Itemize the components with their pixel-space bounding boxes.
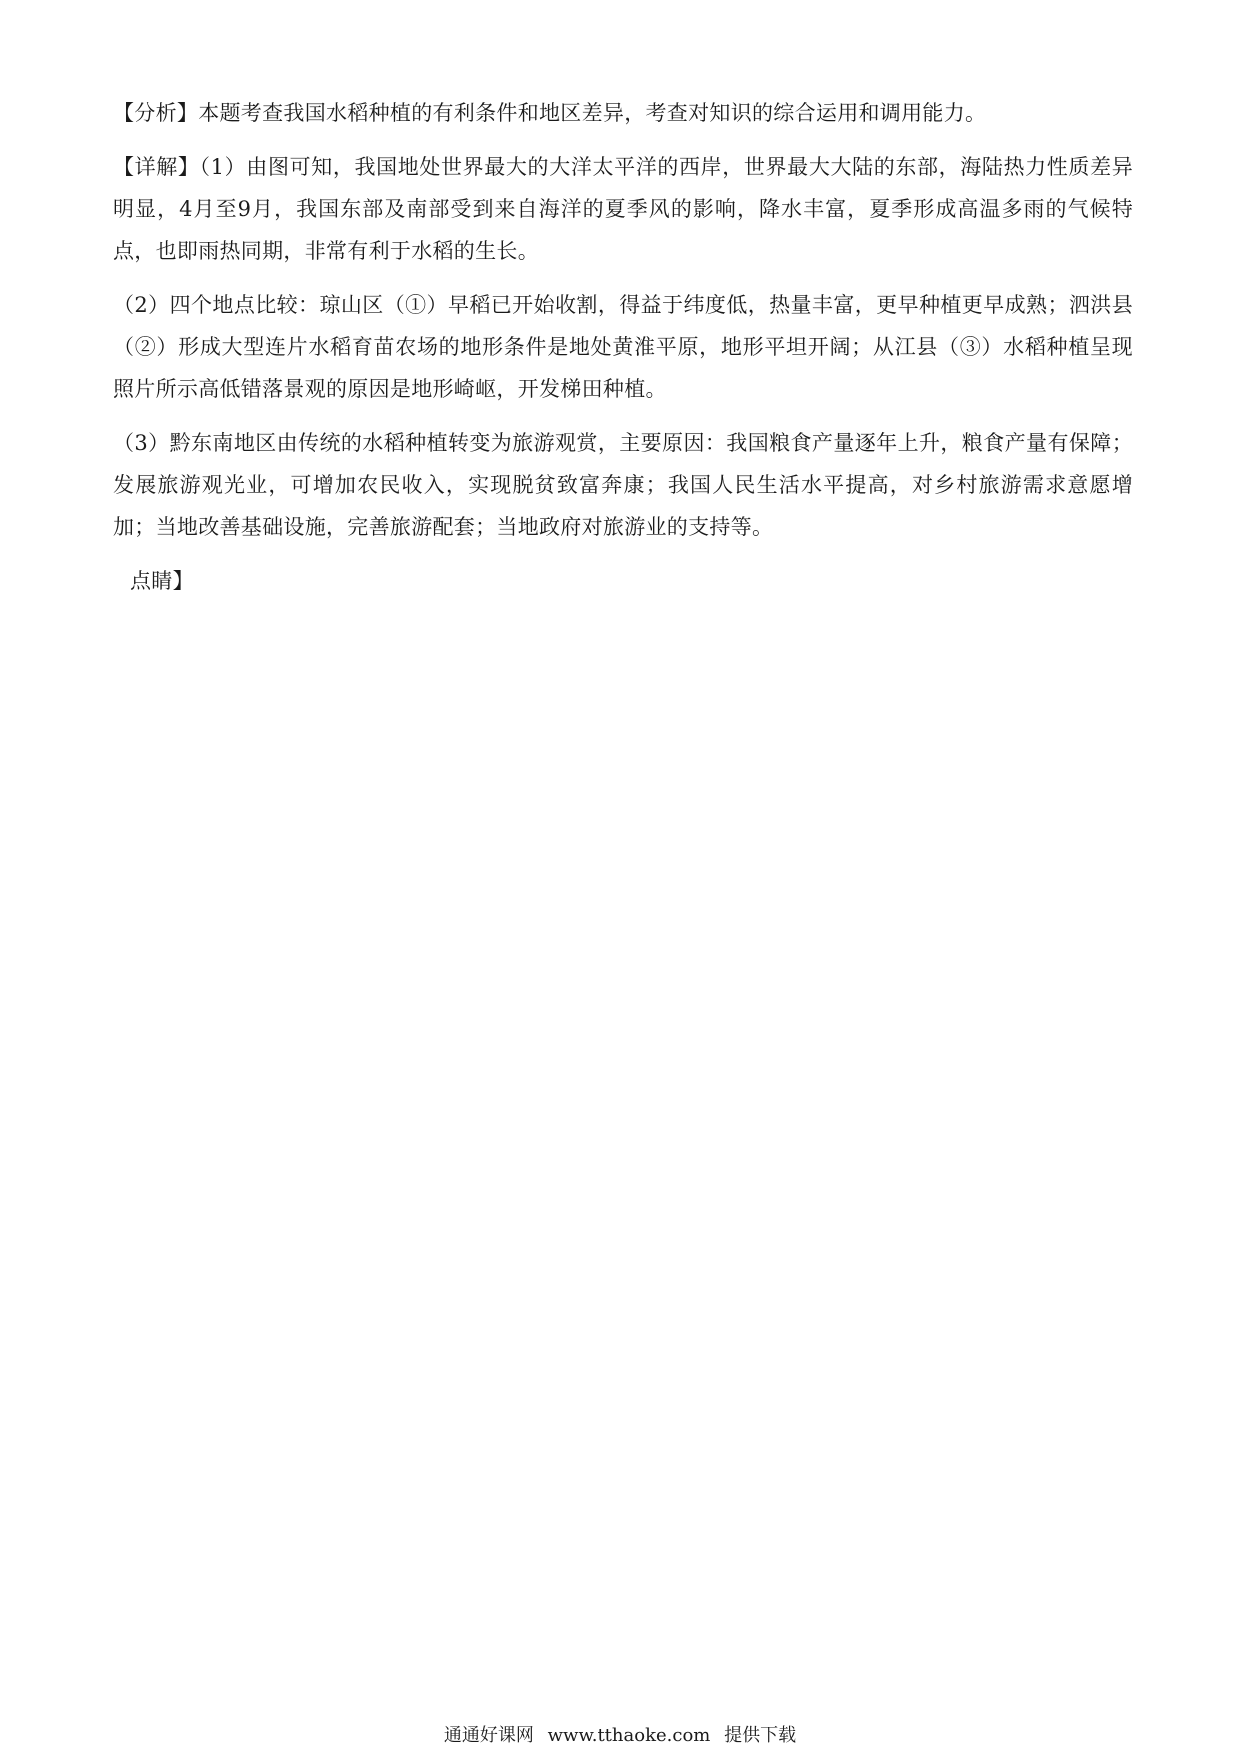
footer-suffix: 提供下载	[724, 1725, 797, 1746]
detail-paragraph-3	[113, 422, 1133, 548]
dianjing-paragraph	[113, 560, 1133, 602]
analysis-label: 【分析】	[113, 101, 199, 125]
detail-paragraph-2	[113, 284, 1133, 410]
detail-part-3: （3）黔东南地区由传统的水稻种植转变为旅游观赏，主要原因：我国粮食产量逐年上升，粮食产量有保障；发展旅游观光业，可增加农民收入，实现脱贫致富奔康；我国人民生活水平提高，对乡村旅游需求意愿增加；当地改善基础设施，完善旅游配套；当地政府对旅游业的支持等。	[113, 431, 1133, 539]
footer-url: www.tthaoke.com	[547, 1725, 711, 1746]
document-body	[113, 92, 1133, 614]
detail-paragraph-1	[113, 146, 1133, 272]
detail-part-2: （2）四个地点比较：琼山区（①）早稻已开始收割，得益于纬度低，热量丰富，更早种植更早成熟；泗洪县（②）形成大型连片水稻育苗农场的地形条件是地处黄淮平原，地形平坦开阔；从江县（③）水稻种植呈现照片所示高低错落景观的原因是地形崎岖，开发梯田种植。	[113, 293, 1133, 401]
footer-site-name: 通通好课网	[443, 1725, 534, 1746]
dianjing-label: 点睛】	[130, 569, 194, 593]
analysis-text: 本题考查我国水稻种植的有利条件和地区差异，考查对知识的综合运用和调用能力。	[198, 101, 987, 125]
detail-label: 【详解】	[113, 155, 200, 179]
detail-part-1: （1）由图可知，我国地处世界最大的大洋太平洋的西岸，世界最大大陆的东部，海陆热力性质差异明显，4月至9月，我国东部及南部受到来自海洋的夏季风的影响，降水丰富，夏季形成高温多雨的气候特点，也即雨热同期，非常有利于水稻的生长。	[113, 155, 1133, 263]
analysis-paragraph	[113, 92, 1133, 134]
page-footer	[0, 1724, 1240, 1748]
